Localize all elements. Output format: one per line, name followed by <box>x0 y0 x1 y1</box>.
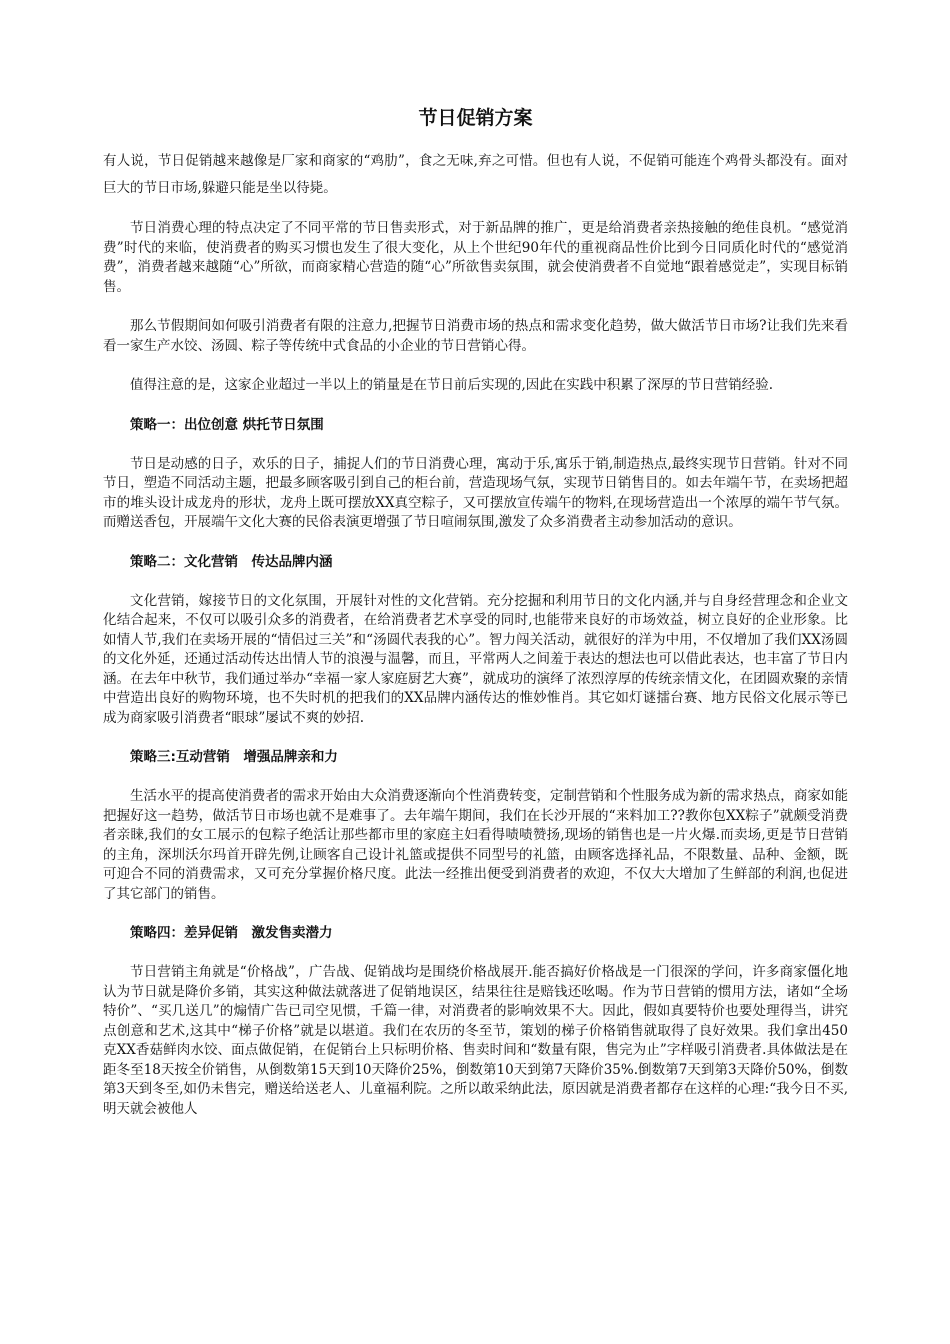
body-paragraph: 节日消费心理的特点决定了不同平常的节日售卖形式，对于新品牌的推广，更是给消费者亲热接触的绝佳良机。“感觉消费”时代的来临，使消费者的购买习惯也发生了很大变化，从上个世纪90年代的重视商品性价比到今日同质化时代的“感觉消费”，消费者越来越随“心”所欲，而商家精心营造的随“心”所欲售卖氛围，就会使消费者不自觉地“跟着感觉走”，实现目标销售。 <box>103 220 848 295</box>
body-paragraph: 那么节假期间如何吸引消费者有限的注意力,把握节日消费市场的热点和需求变化趋势，做大做活节日市场?让我们先来看看一家生产水饺、汤圆、粽子等传统中式食品的小企业的节日营销心得。 <box>103 318 848 354</box>
strategy-heading: 策略一：出位创意 烘托节日氛围 <box>130 416 324 433</box>
strategy-heading: 策略二：文化营销 传达品牌内涵 <box>130 553 333 570</box>
strategy-paragraph: 节日营销主角就是“价格战”，广告战、促销战均是围绕价格战展开.能否搞好价格战是一门很深的学问，许多商家僵化地认为节日就是降价多销，其实这种做法就落进了促销地误区，结果往往是赔钱还吆喝。作为节日营销的惯用方法，诸如“全场特价”、“买几送几”的煽情广告已司空见惯，千篇一律，对消费者的影响效果不大。因此，假如真要特价也要处理得当，讲究点创意和艺术,这其中“梯子价格”就是以堪道。我们在农历的冬至节，策划的梯子价格销售就取得了良好效果。我们拿出450克XX香菇鲜肉水饺、面点做促销，在促销台上只标明价格、售卖时间和“数量有限，售完为止”字样吸引消费者.具体做法是在距冬至18天按全价销售，从倒数第15天到10天降价25%，倒数第10天到第7天降价35%.倒数第7天到第3天降价50%，倒数第3天到冬至,如仍未售完，赠送给送老人、儿童福利院。之所以敢采纳此法，原因就是消费者都存在这样的心理:“我今日不买,明天就会被他人 <box>103 964 848 1117</box>
strategy-heading: 策略四：差异促销 激发售卖潜力 <box>130 925 333 941</box>
strategy-paragraph: 文化营销，嫁接节日的文化氛围，开展针对性的文化营销。充分挖掘和利用节日的文化内涵,并与自身经营理念和企业文化结合起来，不仅可以吸引众多的消费者，在给消费者艺术享受的同时,也能带来良好的市场效益，树立良好的企业形象。比如情人节,我们在卖场开展的“情侣过三关”和“汤圆代表我的心”。智力闯关活动，就很好的洋为中用，不仅增加了我们XX汤圆的文化外延，还通过活动传达出情人节的浪漫与温馨，而且，平常两人之间羞于表达的想法也可以借此表达，也丰富了节日内涵。在去年中秋节，我们通过举办“幸福一家人家庭厨艺大赛”，就成功的演绎了浓烈淳厚的传统亲情文化，在团圆欢聚的亲情中营造出良好的购物环境，也不失时机的把我们的XX品牌内涵传达的惟妙惟肖。其它如灯谜擂台赛、地方民俗文化展示等已成为商家吸引消费者“眼球”屡试不爽的妙招. <box>103 592 848 726</box>
strategy-paragraph: 生活水平的提高使消费者的需求开始由大众消费逐渐向个性消费转变，定制营销和个性服务成为新的需求热点，商家如能把握好这一趋势，做活节日市场也就不是难事了。去年端午期间，我们在长沙开展的“来料加工??教你包XX粽子”就颇受消费者亲睐,我们的女工展示的包粽子绝活让那些都市里的家庭主妇看得啧啧赞扬,现场的销售也是一片火爆.而卖场,更是节日营销的主角，深圳沃尔玛首开辟先例,让顾客自己设计礼篮或提供不同型号的礼篮，由顾客选择礼品，不限数量、品种、金额，既可迎合不同的消费需求，又可充分掌握价格尺度。此法一经推出便受到消费者的欢迎，不仅大大增加了生鲜部的利润,也促进了其它部门的销售。 <box>103 788 848 902</box>
intro-paragraph: 有人说，节日促销越来越像是厂家和商家的“鸡肋”，食之无味,弃之可惜。但也有人说，不促销可能连个鸡骨头都没有。面对巨大的节日市场,躲避只能是坐以待毙。 <box>103 153 848 196</box>
strategy-heading: 策略三:互动营销 增强品牌亲和力 <box>130 749 338 765</box>
document-title: 节日促销方案 <box>418 107 533 129</box>
strategy-paragraph: 节日是动感的日子，欢乐的日子，捕捉人们的节日消费心理，寓动于乐,寓乐于销,制造热点,最终实现节日营销。针对不同节日，塑造不同活动主题，把最多顾客吸引到自己的柜台前，营造现场气氛，实现节日销售目的。如去年端午节，在卖场把超市的堆头设计成龙舟的形状，龙舟上既可摆放XX真空粽子，又可摆放宣传端午的物料,在现场营造出一个浓厚的端午节气氛。而赠送香包，开展端午文化大赛的民俗表演更增强了节日喧闹氛围,激发了众多消费者主动参加活动的意识。 <box>103 455 848 530</box>
document-page <box>103 104 848 1119</box>
body-paragraph: 值得注意的是，这家企业超过一半以上的销量是在节日前后实现的,因此在实践中积累了深厚的节日营销经验. <box>130 377 774 393</box>
